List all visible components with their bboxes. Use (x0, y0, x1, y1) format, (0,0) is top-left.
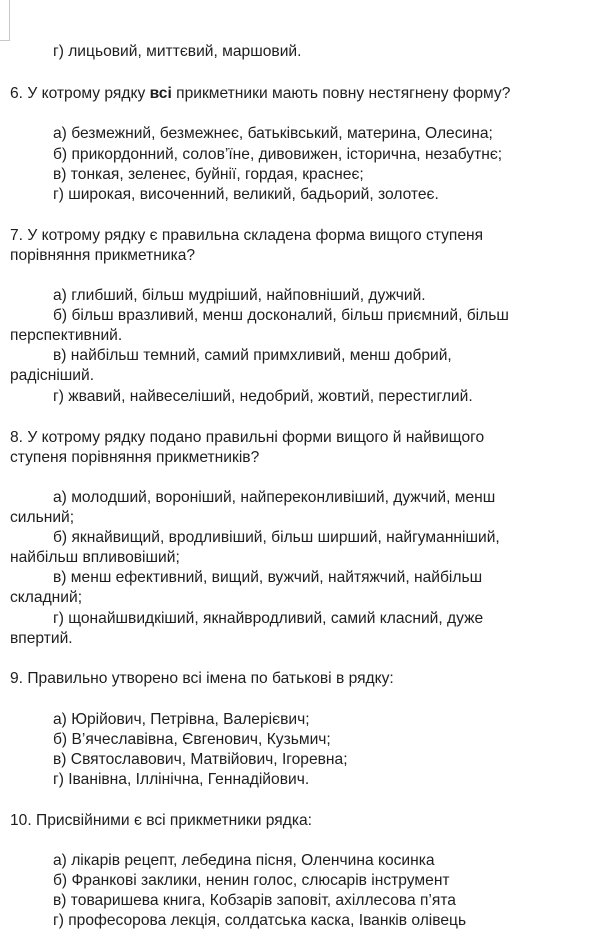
q7-option-v-cont: радісніший. (10, 367, 95, 384)
q10-option-b: б) Франкові заклики, ненин голос, слюсарів інструмент (53, 872, 450, 889)
q8-option-v-cont: складний; (10, 589, 83, 606)
question-7-line-1: 7. У котрому рядку є правильна складена форма вищого ступеня (10, 227, 484, 244)
question-7-line-2: порівняння прикметника? (10, 247, 196, 264)
question-6 (10, 84, 590, 104)
q6-option-a: а) безмежний, безмежнеє, батьківський, материна, Олесина; (53, 125, 493, 142)
q10-option-a: а) лікарів рецепт, лебедина пісня, Оленчина косинка (53, 852, 435, 869)
q8-option-b: б) якнайвищий, вродливіший, більш ширший, найгуманніший, (53, 529, 500, 546)
q8-option-g: г) щонайшвидкіший, якнайвродливий, самий класний, дуже (53, 610, 484, 627)
q7-option-b: б) більш вразливий, менш досконалий, більш приємний, більш (53, 307, 509, 324)
q9-option-b: б) В’ячеславівна, Євгенович, Кузьмич; (53, 731, 331, 748)
q6-option-g: г) широкая, височенний, великий, бадьорий, золотеє. (53, 186, 439, 203)
question-6-prefix: 6. У котрому рядку (10, 85, 150, 102)
q7-option-b-cont: перспективний. (10, 327, 123, 344)
q8-option-b-cont: найбільш впливовіший; (10, 549, 180, 566)
q10-option-v: в) товаришева книга, Кобзарів заповіт, ахіллесова п’ята (53, 892, 456, 909)
q8-option-g-cont: впертий. (10, 630, 73, 647)
question-6-suffix: прикметники мають повну нестягнену форму? (171, 85, 511, 102)
q8-option-v: в) менш ефективний, вищий, вужчий, найтяжчий, найбільш (53, 569, 483, 586)
question-8-line-1: 8. У котрому рядку подано правильні форми вищого й найвищого (10, 429, 485, 446)
q7-option-a: а) глибший, більш мудріший, найповніший, дужчий. (53, 287, 426, 304)
q10-option-g: г) професорова лекція, солдатська каска, Іванків олівець (53, 912, 467, 929)
prev-option-g: г) лицьовий, миттєвий, маршовий. (53, 43, 302, 60)
question-6-emphasis: всі (149, 85, 172, 102)
q9-option-v: в) Святославович, Матвійович, Ігоревна; (53, 751, 348, 768)
question-9: 9. Правильно утворено всі імена по батькові в рядку: (10, 670, 394, 687)
q6-option-v: в) тонкая, зеленеє, буйнії, гордая, краснеє; (53, 166, 364, 183)
q6-option-b: б) прикордонний, солов’їне, дивовижен, історична, незабутнє; (53, 146, 503, 163)
q8-option-a: а) молодший, вороніший, найпереконливіший, дужчий, менш (53, 489, 496, 506)
page-corner-mark (0, 0, 10, 41)
q8-option-a-cont: сильний; (10, 509, 75, 526)
q7-option-g: г) жвавий, найвеселіший, недобрий, жовтий, перестиглий. (53, 388, 473, 405)
q9-option-g: г) Іванівна, Іллінічна, Геннадійович. (53, 771, 310, 788)
question-10: 10. Присвійними є всі прикметники рядка: (10, 812, 312, 829)
q9-option-a: а) Юрійович, Петрівна, Валерієвич; (53, 711, 310, 728)
question-8-line-2: ступеня порівняння прикметників? (10, 449, 260, 466)
q7-option-v: в) найбільш темний, самий примхливий, менш добрий, (53, 347, 452, 364)
